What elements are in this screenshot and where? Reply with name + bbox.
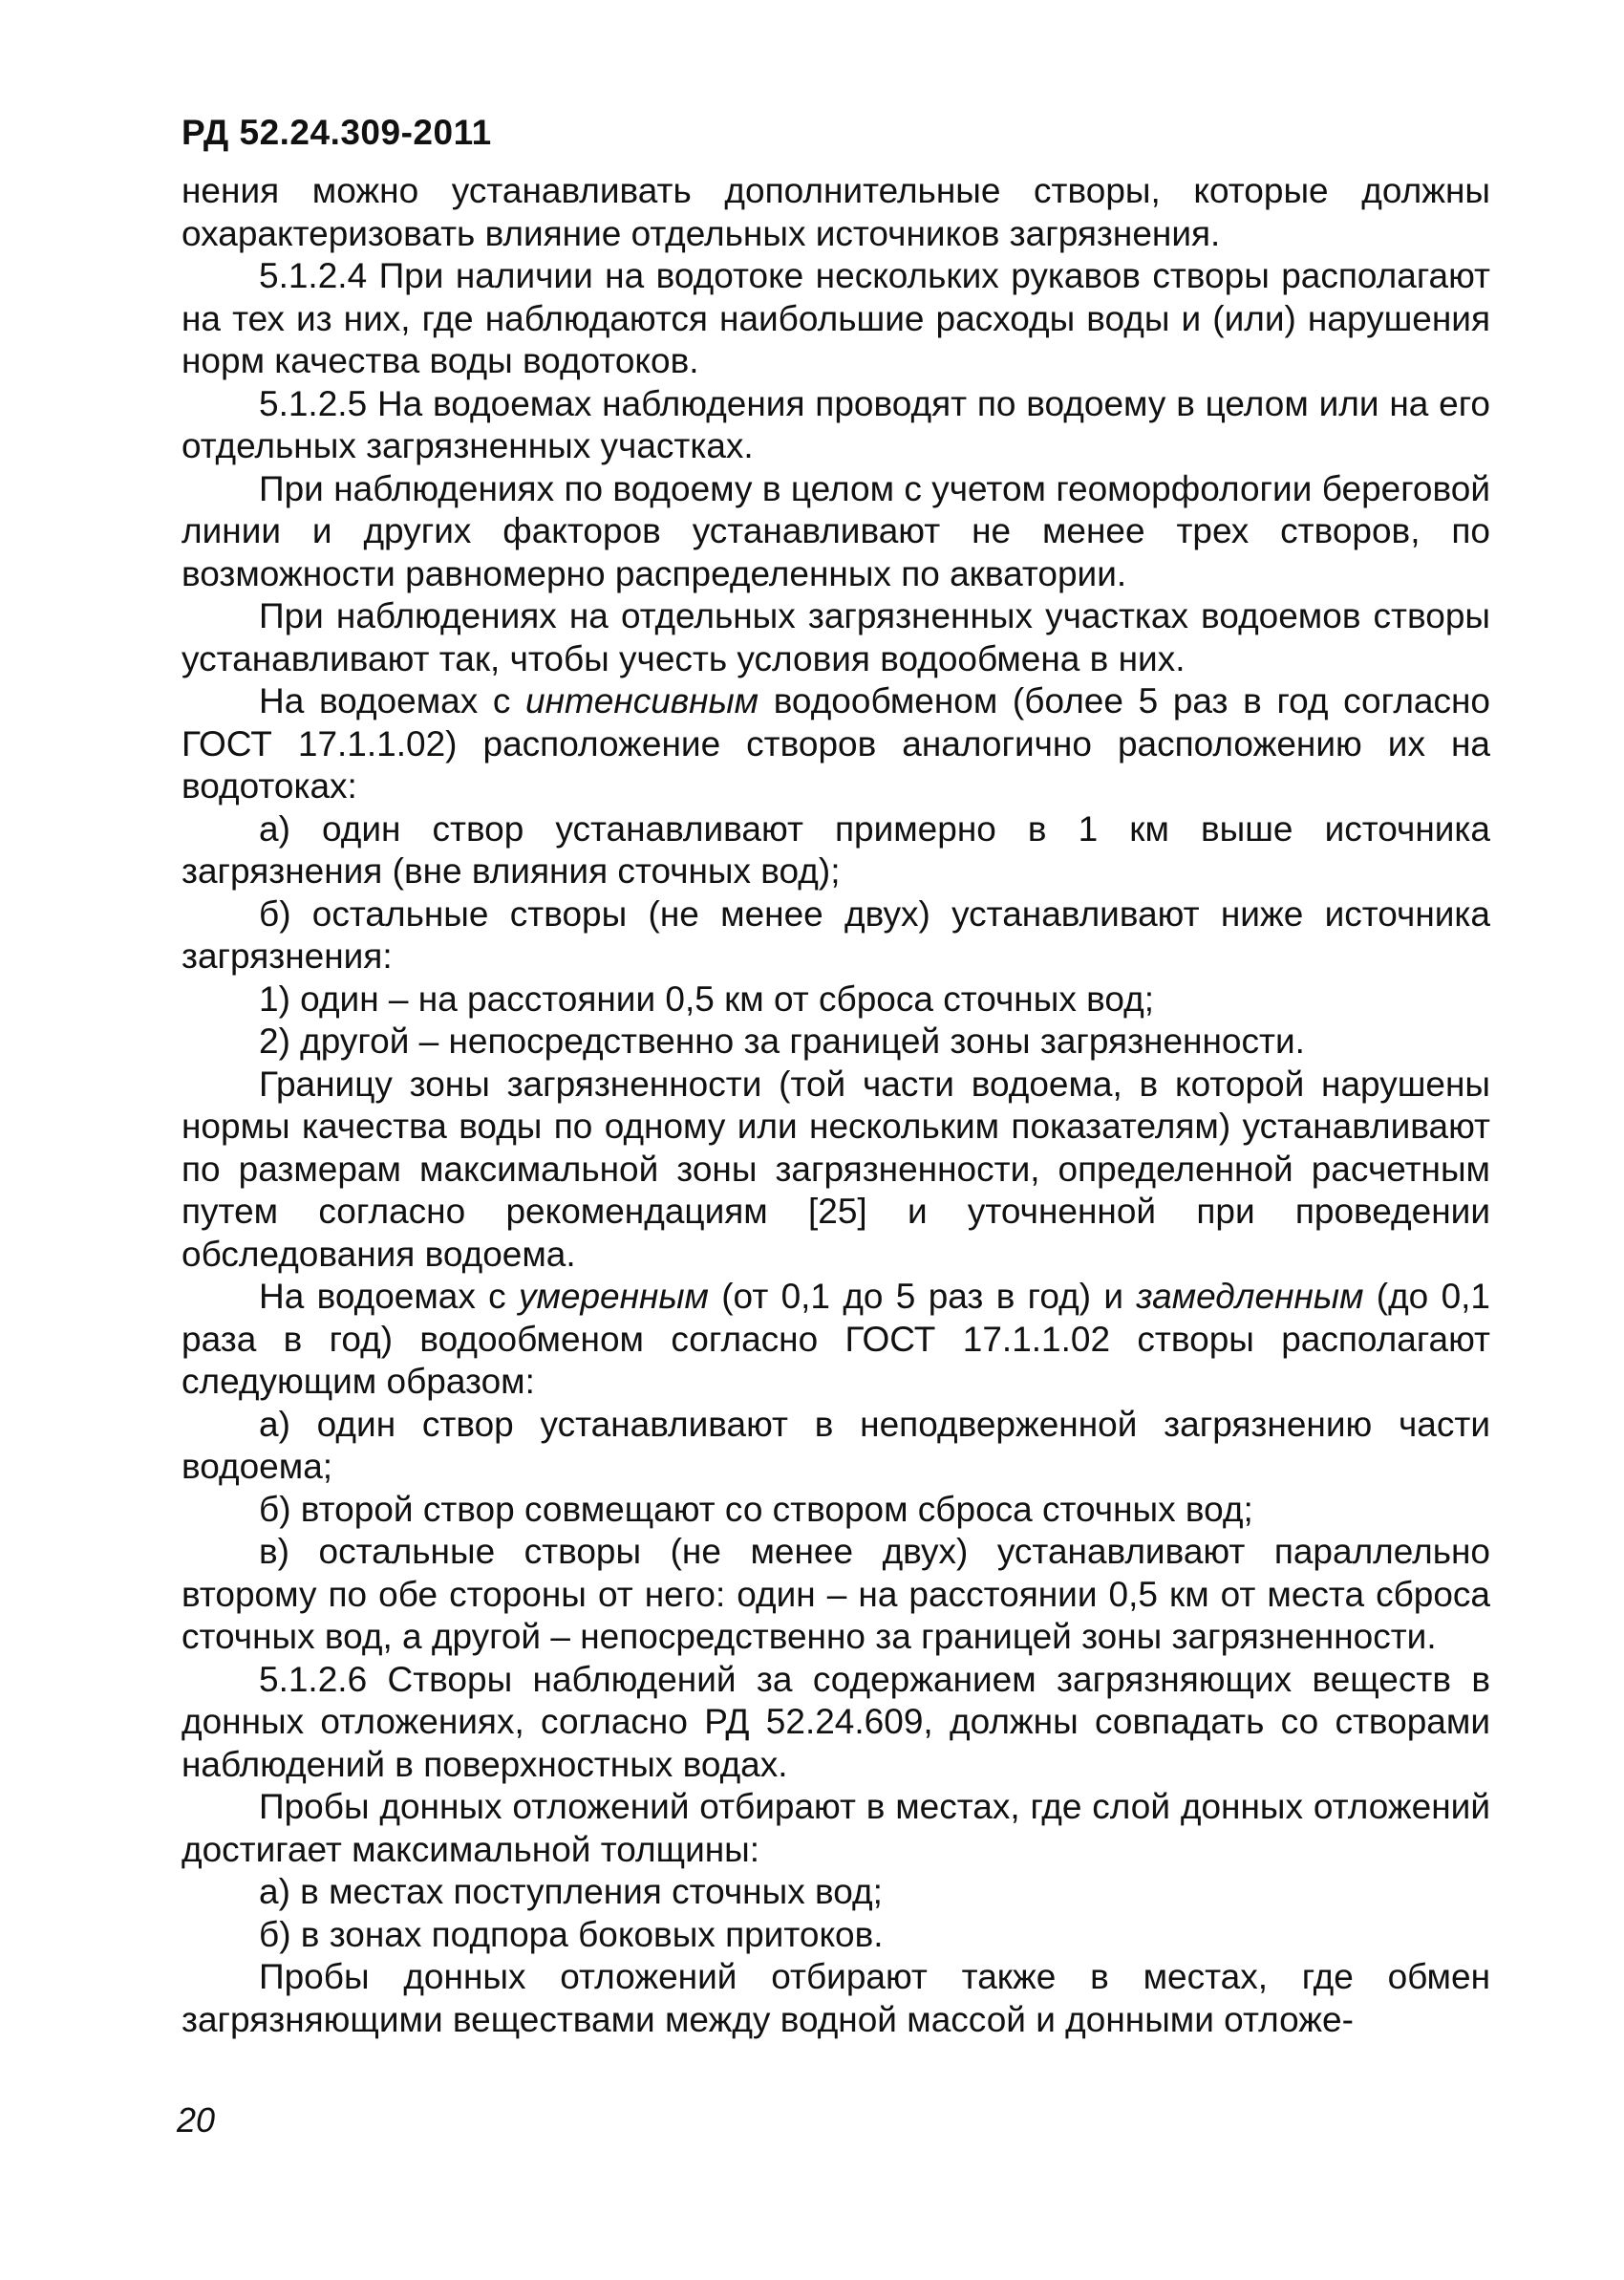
page-number: 20 <box>177 2100 216 2140</box>
paragraph-whole-reservoir: При наблюдениях по водоему в целом с учетом геоморфологии береговой линии и других факторов устанавливают не менее трех створов, по возможности равномерно распределенных по акватории. <box>182 468 1490 593</box>
document-code-header: РД 52.24.309-2011 <box>182 113 492 152</box>
paragraph-5-1-2-6: 5.1.2.6 Створы наблюдений за содержанием загрязняющих веществ в донных отложениях, согласно РД 52.24.609, должны совпадать со створами наблюдений в поверхностных водах. <box>182 1659 1490 1784</box>
paragraph-polluted-areas: При наблюдениях на отдельных загрязненных участках водоемов створы устанавливают так, чтобы учесть условия водообмена в них. <box>182 596 1490 678</box>
list-item-a: а) в местах поступления сточных вод; <box>259 1872 883 1911</box>
italic-term: замедленным <box>1136 1277 1364 1316</box>
list-item-a: а) один створ устанавливают в неподверженной загрязнению части водоема; <box>182 1404 1490 1486</box>
paragraph-sediment-samples: Пробы донных отложений отбирают в местах, где слой донных отложений достигает максимальной толщины: <box>182 1787 1490 1869</box>
paragraph-sediment-samples-also: Пробы донных отложений отбирают также в местах, где обмен загрязняющими веществами между водной массой и донными отложе- <box>182 1957 1490 2039</box>
list-item-b: б) остальные створы (не менее двух) устанавливают ниже источника загрязнения: <box>182 893 1490 976</box>
list-item-2: 2) другой – непосредственно за границей зоны загрязненности. <box>259 1022 1305 1061</box>
list-item-b: б) в зонах подпора боковых притоков. <box>259 1914 884 1954</box>
italic-term: интенсивным <box>525 681 759 721</box>
list-item-a: а) один створ устанавливают примерно в 1 км выше источника загрязнения (вне влияния сточных вод); <box>182 808 1490 891</box>
document-body <box>182 170 1490 2041</box>
text-run: (до 0,1 раза в год) водообменом согласно ГОСТ 17.1.1.02 створы располагают следующим образом: <box>182 1277 1491 1401</box>
text-run: На водоемах с <box>259 681 525 721</box>
paragraph-pollution-zone-border: Границу зоны загрязненности (той части водоема, в которой нарушены нормы качества воды по одному или нескольким показателям) устанавливают по размерам максимальной зоны загрязненности, определенной расчетным путем согласно рекомендациям [25] и уточненной при проведении обследования водоема. <box>182 1064 1490 1274</box>
list-item-1: 1) один – на расстоянии 0,5 км от сброса сточных вод; <box>259 979 1154 1019</box>
paragraph-moderate-exchange <box>182 1276 1490 1404</box>
text-run: На водоемах с <box>259 1277 519 1316</box>
paragraph-intensive-exchange <box>182 680 1490 808</box>
paragraph-continuation: нения можно устанавливать дополнительные створы, которые должны охарактеризовать влияние отдельных источников загрязнения. <box>182 171 1490 253</box>
text-run: водообменом (более 5 раз в год согласно ГОСТ 17.1.1.02) расположение створов аналогично расположению их на водотоках: <box>182 681 1490 806</box>
paragraph-5-1-2-5: 5.1.2.5 На водоемах наблюдения проводят по водоему в целом или на его отдельных загрязненных участках. <box>182 383 1490 465</box>
text-run: (от 0,1 до 5 раз в год) и <box>708 1277 1137 1316</box>
italic-term: умеренным <box>519 1277 709 1316</box>
paragraph-5-1-2-4: 5.1.2.4 При наличии на водотоке нескольких рукавов створы располагают на тех из них, где наблюдаются наибольшие расходы воды и (или) нарушения норм качества воды водотоков. <box>182 256 1490 380</box>
list-item-c: в) остальные створы (не менее двух) устанавливают параллельно второму по обе стороны от него: один – на расстоянии 0,5 км от места сброса сточных вод, а другой – непосредственно за границей зоны загрязненности. <box>182 1532 1490 1656</box>
list-item-b: б) второй створ совмещают со створом сброса сточных вод; <box>259 1489 1253 1529</box>
